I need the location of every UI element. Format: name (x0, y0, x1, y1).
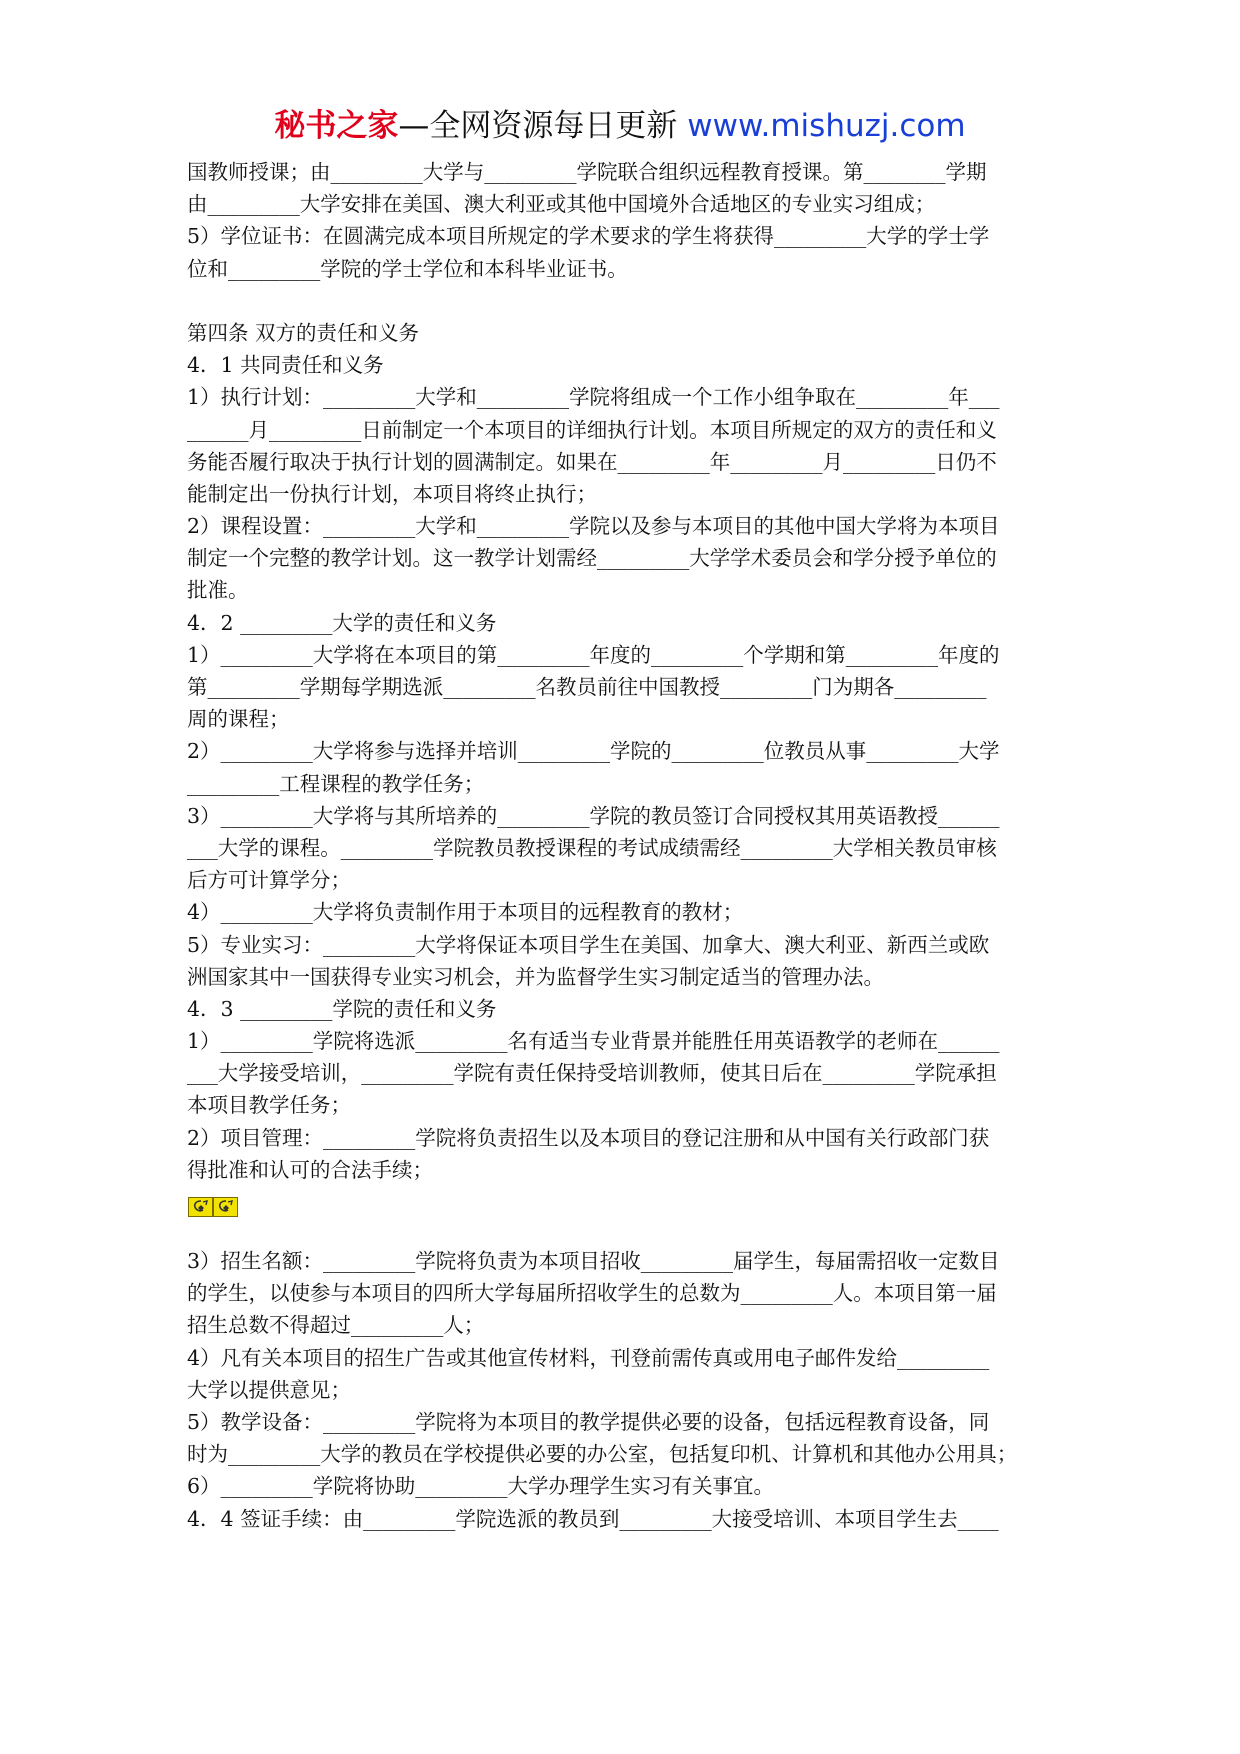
text-line: 位和_________学院的学士学位和本科毕业证书。 (187, 256, 628, 281)
text-line: 1）_________大学将在本项目的第_________年度的_________个学期和第_________年度的 (187, 642, 1000, 667)
text-line: 3）招生名额：_________学院将负责为本项目招收_________届学生，每届需招收一定数目 (187, 1249, 1000, 1273)
text-line: 第_________学期每学期选派_________名教员前往中国教授_________门为期各_________ (187, 675, 987, 699)
text-line: 国教师授课；由_________大学与_________学院联合组织远程教育授课。第________学期 (187, 160, 987, 184)
text-line: 务能否履行取决于执行计划的圆满制定。如果在_________年_________月_________日仍不 (187, 449, 997, 474)
text-line: 4．3 _________学院的责任和义务 (187, 996, 497, 1021)
text-line: 5）教学设备：_________学院将为本项目的教学提供必要的设备，包括远程教育设备，同 (187, 1409, 990, 1434)
text-line: 周的课程； (187, 707, 290, 732)
body-section-top (187, 156, 1057, 1186)
text-line: 招生总数不得超过_________人； (187, 1313, 485, 1338)
text-line: 4．2 _________大学的责任和义务 (187, 610, 497, 635)
site-header (0, 106, 1240, 146)
text-line: 2）项目管理：_________学院将负责招生以及本项目的登记注册和从中国有关行政部门获 (187, 1125, 990, 1150)
text-line: 由_________大学安排在美国、澳大利亚或其他中国境外合适地区的专业实习组成； (187, 192, 936, 217)
text-line: 大学以提供意见； (187, 1377, 351, 1402)
text-line: 2）_________大学将参与选择并培训_________学院的_________位教员从事_________大学 (187, 739, 1000, 764)
text-line: 时为_________大学的教员在学校提供必要的办公室，包括复印机、计算机和其他办公用具； (187, 1442, 1018, 1467)
text-line (187, 285, 1057, 317)
embedded-object-icon (188, 1197, 213, 1217)
site-url: www.mishuzj.com (687, 108, 966, 144)
text-line: 5）专业实习：_________大学将保证本项目学生在美国、加拿大、澳大利亚、新西兰或欧 (187, 932, 990, 957)
brand-name: 秘书之家 (274, 108, 399, 144)
text-line: 能制定出一份执行计划，本项目将终止执行； (187, 481, 597, 506)
text-line: 制定一个完整的教学计划。这一教学计划需经_________大学学术委员会和学分授予单位的 (187, 546, 997, 571)
text-line: 5）学位证书：在圆满完成本项目所规定的学术要求的学生将获得_________大学的学士学 (187, 224, 990, 249)
text-line: 洲国家其中一国获得专业实习机会，并为监督学生实习制定适当的管理办法。 (187, 964, 884, 989)
document-body (187, 156, 1057, 1535)
header-slogan: —全网资源每日更新 (398, 108, 688, 144)
text-line: 4）凡有关本项目的招生广告或其他宣传材料，刊登前需传真或用电子邮件发给_________ (187, 1345, 990, 1370)
text-line: ___大学的课程。_________学院教员教授课程的考试成绩需经_________大学相关教员审核 (187, 835, 997, 860)
text-line: 的学生，以使参与本项目的四所大学每届所招收学生的总数为_________人。本项目第一届 (187, 1281, 997, 1306)
text-line: 批准。 (187, 578, 249, 603)
text-line: _________工程课程的教学任务； (187, 771, 485, 796)
text-line: 4．4 签证手续：由_________学院选派的教员到_________大接受培训、本项目学生去____ (187, 1506, 999, 1531)
body-section-bottom (187, 1245, 1057, 1535)
text-line: 本项目教学任务； (187, 1093, 351, 1118)
text-line: 4）_________大学将负责制作用于本项目的远程教育的教材； (187, 900, 744, 925)
text-line: 1）_________学院将选派_________名有适当专业背景并能胜任用英语教学的老师在______ (187, 1029, 1000, 1054)
text-line: ___大学接受培训，_________学院有责任保持受培训教师，使其日后在_________学院承担 (187, 1061, 997, 1086)
embedded-object-icon (213, 1197, 238, 1217)
text-line: 6）_________学院将协助_________大学办理学生实习有关事宜。 (187, 1474, 775, 1499)
text-line: 4．1 共同责任和义务 (187, 353, 384, 378)
text-line: 3）_________大学将与其所培养的_________学院的教员签订合同授权其用英语教授______ (187, 803, 1000, 828)
text-line: 后方可计算学分； (187, 868, 351, 893)
text-line: 第四条 双方的责任和义务 (187, 320, 420, 345)
embedded-object-icons (188, 1197, 1057, 1219)
text-line: 2）课程设置：_________大学和_________学院以及参与本项目的其他中国大学将为本项目 (187, 514, 1000, 539)
text-line: 1）执行计划：_________大学和_________学院将组成一个工作小组争取在_________年___ (187, 385, 1000, 410)
text-line: 得批准和认可的合法手续； (187, 1157, 433, 1182)
text-line: ______月_________日前制定一个本项目的详细执行计划。本项目所规定的双方的责任和义 (187, 417, 997, 442)
